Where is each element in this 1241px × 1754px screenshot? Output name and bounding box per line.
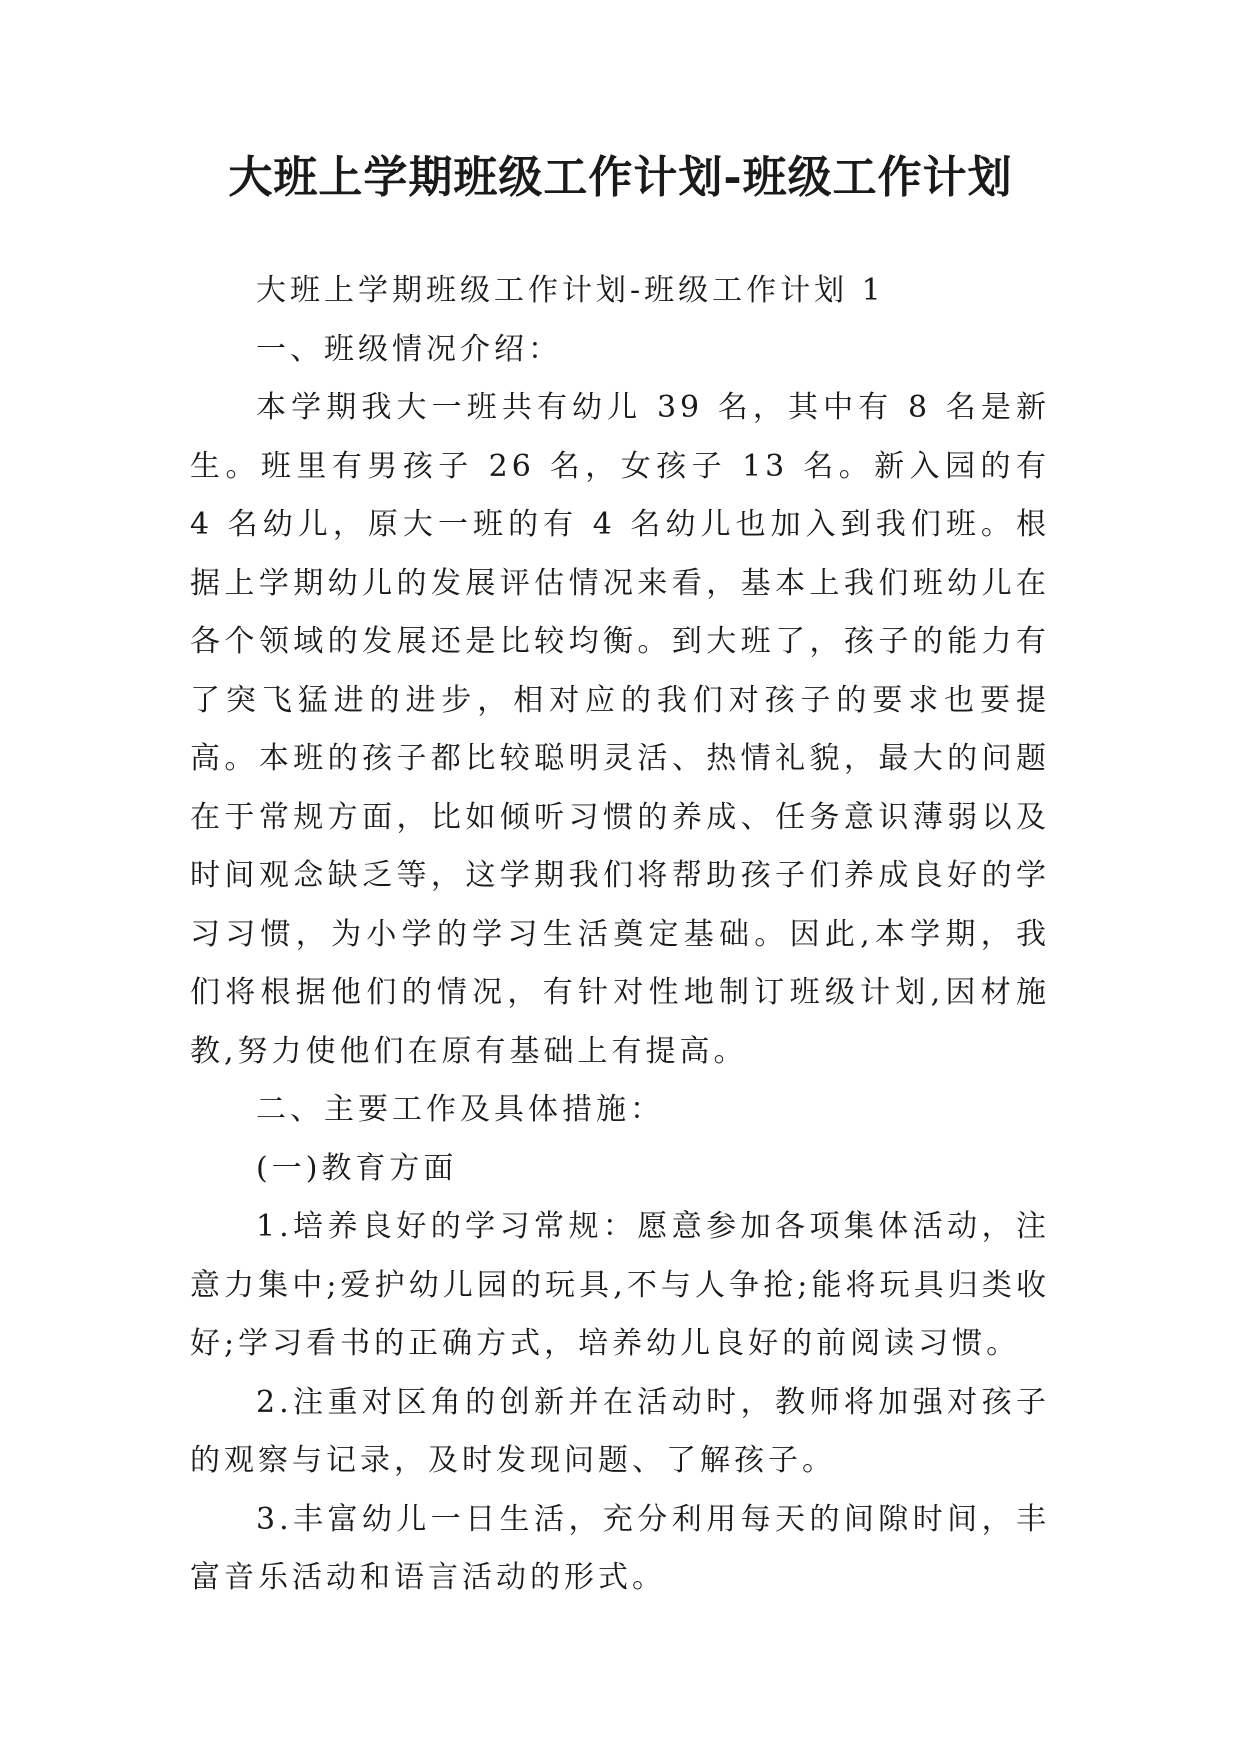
paragraph-section-heading-2: 二、主要工作及具体措施： xyxy=(256,1092,664,1127)
document-body xyxy=(190,262,1050,1608)
document-title: 大班上学期班级工作计划-班级工作计划 xyxy=(228,152,1013,203)
paragraph-item-3: 3.丰富幼儿一日生活，充分利用每天的间隙时间，丰富音乐活动和语言活动的形式。 xyxy=(190,1501,1050,1595)
paragraph-subtitle: 大班上学期班级工作计划-班级工作计划 1 xyxy=(256,273,885,308)
paragraph-item-2: 2.注重对区角的创新并在活动时，教师将加强对孩子的观察与记录，及时发现问题、了解孩子。 xyxy=(190,1384,1050,1478)
paragraph-class-introduction: 本学期我大一班共有幼儿 39 名，其中有 8 名是新生。班里有男孩子 26 名，女孩子 13 名。新入园的有 4 名幼儿，原大一班的有 4 名幼儿也加入到我们班。根据上学期幼儿的发展评估情况来看，基本上我们班幼儿在各个领域的发展还是比较均衡。到大班了，孩子的能力有了突飞猛进的进步，相对应的我们对孩子的要求也要提高。本班的孩子都比较聪明灵活、热情礼貌，最大的问题在于常规方面，比如倾听习惯的养成、任务意识薄弱以及时间观念缺乏等，这学期我们将帮助孩子们养成良好的学习习惯，为小学的学习生活奠定基础。因此,本学期，我们将根据他们的情况，有针对性地制订班级计划,因材施教,努力使他们在原有基础上有提高。 xyxy=(190,390,1050,1069)
paragraph-subsection-education: (一)教育方面 xyxy=(256,1150,458,1186)
paragraph-section-heading-1: 一、班级情况介绍： xyxy=(256,331,562,367)
paragraph-item-1: 1.培养良好的学习常规：愿意参加各项集体活动，注意力集中;爱护幼儿园的玩具,不与人争抢;能将玩具归类收好;学习看书的正确方式，培养幼儿良好的前阅读习惯。 xyxy=(190,1209,1050,1361)
